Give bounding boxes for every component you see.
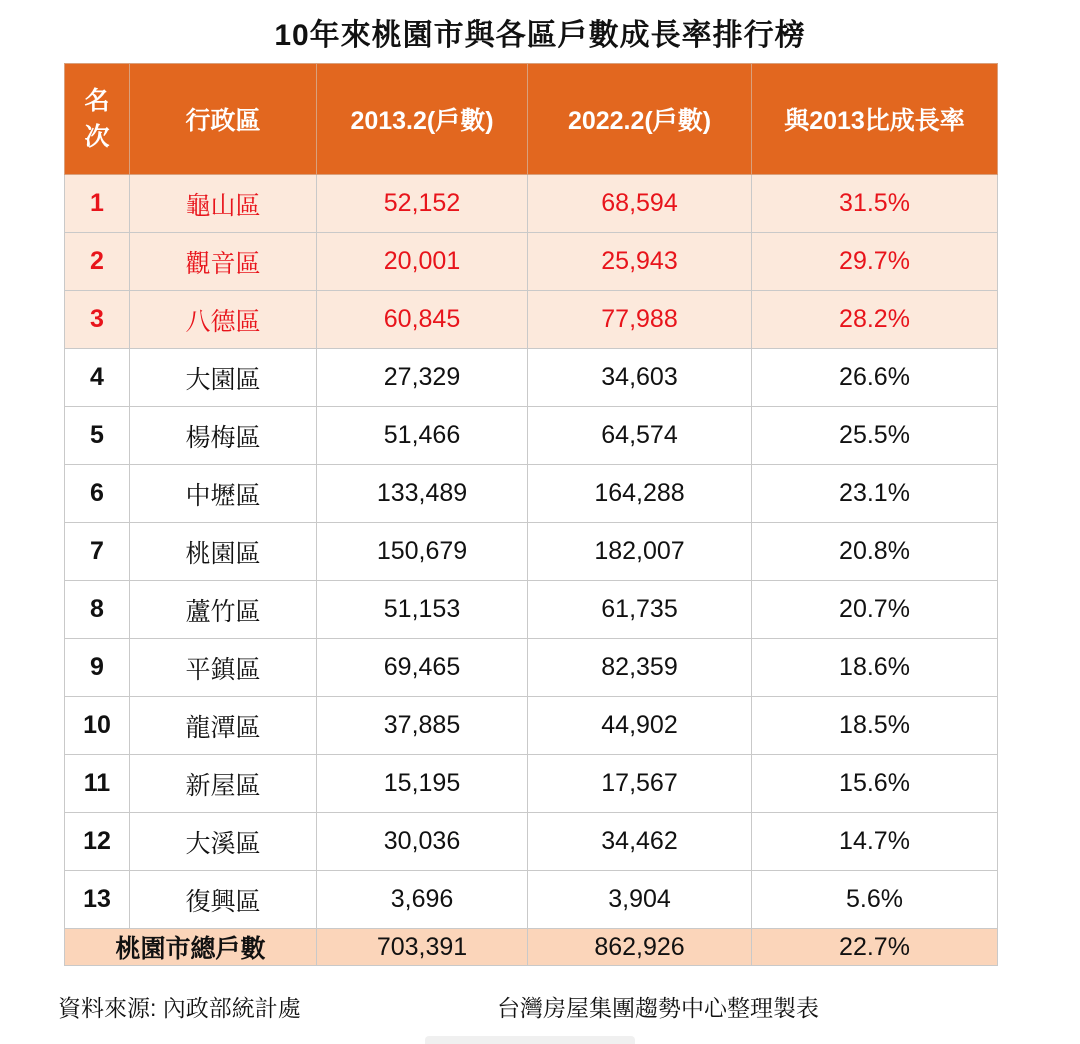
table-row — [65, 639, 998, 697]
table-row — [65, 871, 998, 929]
cell-district: 中壢區 — [130, 465, 317, 523]
cell-district: 復興區 — [130, 871, 317, 929]
header-households-2022: 2022.2(戶數) — [528, 64, 752, 175]
cell-rank: 7 — [65, 523, 130, 581]
total-label: 桃園市總戶數 — [65, 929, 317, 966]
cell-growth: 15.6% — [752, 755, 998, 813]
table-row — [65, 291, 998, 349]
cell-households-2013: 37,885 — [317, 697, 528, 755]
cell-households-2022: 3,904 — [528, 871, 752, 929]
total-households-2022: 862,926 — [528, 929, 752, 966]
cell-growth: 18.6% — [752, 639, 998, 697]
table-row — [65, 755, 998, 813]
cell-growth: 31.5% — [752, 175, 998, 233]
cell-rank: 3 — [65, 291, 130, 349]
cell-households-2013: 3,696 — [317, 871, 528, 929]
cell-rank: 10 — [65, 697, 130, 755]
total-households-2013: 703,391 — [317, 929, 528, 966]
cell-growth: 14.7% — [752, 813, 998, 871]
cell-district: 新屋區 — [130, 755, 317, 813]
cell-households-2022: 82,359 — [528, 639, 752, 697]
cell-households-2013: 27,329 — [317, 349, 528, 407]
cell-growth: 29.7% — [752, 233, 998, 291]
cell-households-2013: 150,679 — [317, 523, 528, 581]
header-district: 行政區 — [130, 64, 317, 175]
cell-households-2013: 51,466 — [317, 407, 528, 465]
header-growth: 與2013比成長率 — [752, 64, 998, 175]
cell-growth: 23.1% — [752, 465, 998, 523]
total-row — [65, 929, 998, 966]
cell-district: 大園區 — [130, 349, 317, 407]
total-growth: 22.7% — [752, 929, 998, 966]
cell-rank: 1 — [65, 175, 130, 233]
cell-rank: 5 — [65, 407, 130, 465]
cell-rank: 12 — [65, 813, 130, 871]
cell-households-2022: 34,603 — [528, 349, 752, 407]
table-row — [65, 523, 998, 581]
cell-rank: 2 — [65, 233, 130, 291]
cell-rank: 11 — [65, 755, 130, 813]
cell-district: 蘆竹區 — [130, 581, 317, 639]
cell-households-2022: 44,902 — [528, 697, 752, 755]
cell-rank: 8 — [65, 581, 130, 639]
cell-households-2022: 17,567 — [528, 755, 752, 813]
cell-rank: 4 — [65, 349, 130, 407]
cell-rank: 9 — [65, 639, 130, 697]
table-row — [65, 233, 998, 291]
cell-households-2013: 60,845 — [317, 291, 528, 349]
source-note: 資料來源: 內政部統計處 — [58, 995, 301, 1021]
cell-households-2013: 20,001 — [317, 233, 528, 291]
credit-note: 台灣房屋集團趨勢中心整理製表 — [497, 995, 819, 1021]
cell-growth: 20.8% — [752, 523, 998, 581]
cell-district: 龍潭區 — [130, 697, 317, 755]
cell-district: 觀音區 — [130, 233, 317, 291]
table-row — [65, 407, 998, 465]
table-row — [65, 175, 998, 233]
cell-growth: 26.6% — [752, 349, 998, 407]
cell-growth: 20.7% — [752, 581, 998, 639]
table-row — [65, 697, 998, 755]
cell-households-2022: 25,943 — [528, 233, 752, 291]
cell-district: 龜山區 — [130, 175, 317, 233]
cell-households-2013: 30,036 — [317, 813, 528, 871]
header-rank-line2: 次 — [84, 123, 110, 151]
cell-households-2013: 69,465 — [317, 639, 528, 697]
cell-rank: 13 — [65, 871, 130, 929]
cell-growth: 5.6% — [752, 871, 998, 929]
header-rank-line1: 名 — [84, 87, 110, 115]
table-row — [65, 349, 998, 407]
table-row — [65, 465, 998, 523]
cell-district: 楊梅區 — [130, 407, 317, 465]
cell-households-2013: 133,489 — [317, 465, 528, 523]
cell-households-2022: 182,007 — [528, 523, 752, 581]
cell-rank: 6 — [65, 465, 130, 523]
cell-households-2022: 34,462 — [528, 813, 752, 871]
cell-households-2022: 68,594 — [528, 175, 752, 233]
cell-district: 桃園區 — [130, 523, 317, 581]
cell-households-2022: 77,988 — [528, 291, 752, 349]
header-households-2013: 2013.2(戶數) — [317, 64, 528, 175]
cell-district: 八德區 — [130, 291, 317, 349]
cell-households-2013: 52,152 — [317, 175, 528, 233]
cell-households-2013: 15,195 — [317, 755, 528, 813]
bottom-strip — [425, 1036, 635, 1044]
cell-households-2022: 164,288 — [528, 465, 752, 523]
cell-growth: 18.5% — [752, 697, 998, 755]
cell-households-2022: 61,735 — [528, 581, 752, 639]
header-row — [65, 64, 998, 175]
cell-growth: 28.2% — [752, 291, 998, 349]
cell-district: 平鎮區 — [130, 639, 317, 697]
cell-households-2022: 64,574 — [528, 407, 752, 465]
page-title: 10年來桃園市與各區戶數成長率排行榜 — [274, 19, 806, 52]
table-row — [65, 581, 998, 639]
table-row — [65, 813, 998, 871]
cell-growth: 25.5% — [752, 407, 998, 465]
table-body — [65, 175, 998, 929]
header-rank — [65, 64, 130, 175]
ranking-table — [64, 63, 998, 966]
cell-district: 大溪區 — [130, 813, 317, 871]
cell-households-2013: 51,153 — [317, 581, 528, 639]
